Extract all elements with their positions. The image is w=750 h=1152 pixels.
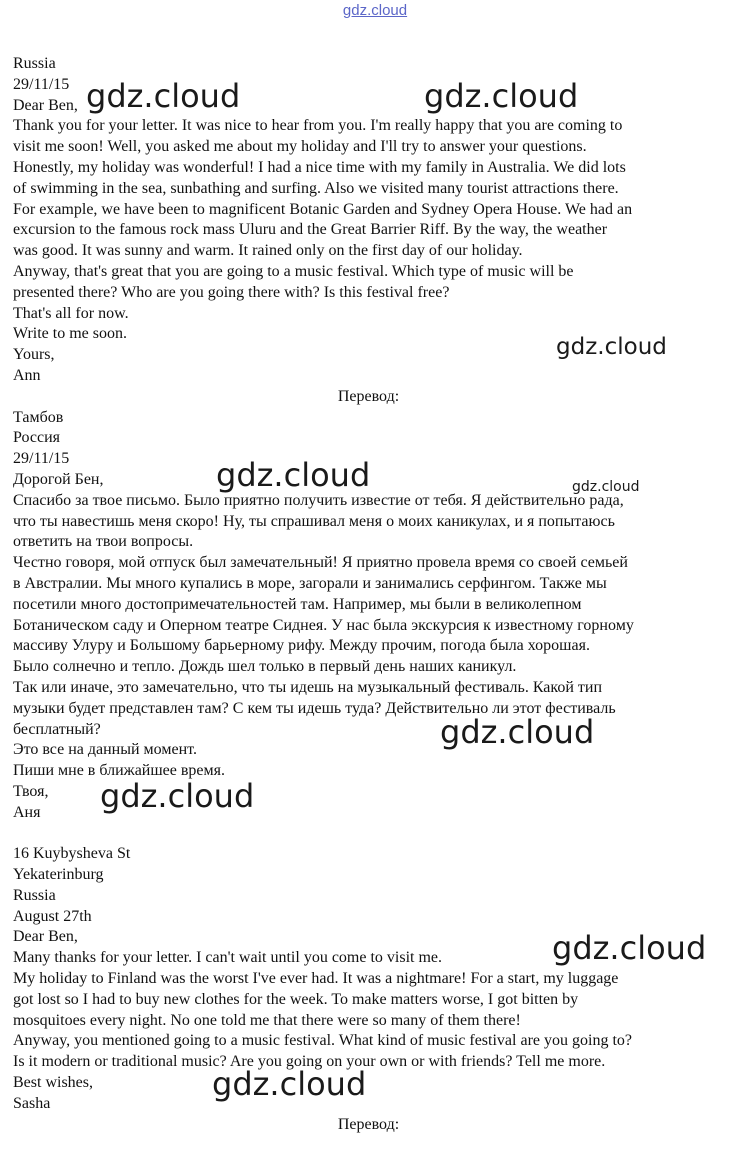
letter2-line: Dear Ben, [13, 928, 78, 946]
letter1-line: Yours, [13, 346, 55, 364]
watermark: gdz.cloud [552, 929, 707, 967]
letter1-ru-line: Это все на данный момент. [13, 741, 197, 759]
watermark: gdz.cloud [212, 1065, 367, 1103]
letter1-ru-line: 29/11/15 [13, 450, 70, 468]
letter1-line: visit me soon! Well, you asked me about my holiday and I'll try to answer your questions. [13, 138, 587, 156]
letter1-ru-line: Россия [13, 429, 61, 447]
letter-russian-translation [13, 408, 738, 824]
letter1-ru-line: посетили много достопримечательностей там. Например, мы были в великолепном [13, 595, 582, 613]
letter1-line: Ann [13, 366, 41, 384]
letter1-line: Russia [13, 55, 56, 72]
letter2-line: 16 Kuybysheva St [13, 845, 131, 863]
letter1-line: That's all for now. [13, 304, 129, 322]
translation-heading: Перевод: [337, 387, 400, 405]
letter1-ru-line: Аня [13, 803, 41, 821]
translation-heading: Перевод: [337, 1115, 400, 1133]
letter2-line: August 27th [13, 907, 92, 925]
letter2-line: Yekaterinburg [13, 866, 104, 884]
letter1-line: was good. It was sunny and warm. It rained only on the first day of our holiday. [13, 242, 523, 260]
letter1-ru-line: Так или иначе, это замечательно, что ты идешь на музыкальный фестиваль. Какой тип [13, 678, 603, 696]
letter-english-sasha [13, 844, 738, 1114]
letter1-ru-line: бесплатный? [13, 720, 101, 738]
watermark: gdz.cloud [556, 334, 667, 360]
letter2-line: Is it modern or traditional music? Are you going on your own or with friends? Tell me more. [13, 1053, 606, 1071]
section-gap [13, 823, 738, 844]
letter1-line: For example, we have been to magnificent Botanic Garden and Sydney Opera House. We had an [13, 200, 633, 218]
letter1-line: 29/11/15 [13, 75, 70, 93]
letter2-line: Anyway, you mentioned going to a music festival. What kind of music festival are you going to? [13, 1032, 632, 1050]
letter1-line: of swimming in the sea, sunbathing and surfing. Also we visited many tourist attractions there. [13, 179, 619, 197]
letter1-line: excursion to the famous rock mass Uluru and the Great Barrier Riff. By the way, the weather [13, 221, 608, 239]
top-watermark-link[interactable]: gdz.cloud [342, 2, 408, 19]
letter1-ru-line: Было солнечно и тепло. Дождь шел только в первый день наших каникул. [13, 658, 517, 676]
letter2-line: Many thanks for your letter. I can't wait until you come to visit me. [13, 949, 443, 967]
letter1-line: Honestly, my holiday was wonderful! I had a nice time with my family in Australia. We did lots [13, 158, 626, 176]
letter1-ru-line: Ботаническом саду и Оперном театре Сиднея. У нас была экскурсия к известному горному [13, 616, 634, 634]
letter1-line: Write to me soon. [13, 325, 127, 343]
letter2-line: Sasha [13, 1094, 51, 1112]
watermark: gdz.cloud [424, 77, 579, 115]
watermark: gdz.cloud [86, 77, 241, 115]
letter1-ru-line: музыки будет представлен там? С кем ты идешь туда? Действительно ли этот фестиваль [13, 699, 616, 717]
watermark: gdz.cloud [572, 479, 640, 495]
letter1-ru-line: массиву Улуру и Большому барьерному рифу. Между прочим, погода была хорошая. [13, 637, 590, 655]
letter1-ru-line: Спасибо за твое письмо. Было приятно получить известие от тебя. Я действительно рада, [13, 491, 624, 509]
letter2-line: My holiday to Finland was the worst I've ever had. It was a nightmare! For a start, my luggage [13, 970, 619, 988]
letter1-ru-line: в Австралии. Мы много купались в море, загорали и занимались серфингом. Также мы [13, 574, 607, 592]
letter1-ru-line: Честно говоря, мой отпуск был замечательный! Я приятно провела время со своей семьей [13, 554, 628, 572]
watermark: gdz.cloud [100, 777, 255, 815]
letter1-ru-line: Дорогой Бен, [13, 470, 104, 488]
letter2-line: Best wishes, [13, 1074, 93, 1092]
letter1-ru-line: Тамбов [13, 408, 64, 426]
letter1-ru-line: что ты навестишь меня скоро! Ну, ты спрашивал меня о моих каникулах, и я попытаюсь [13, 512, 615, 530]
letter1-line: presented there? Who are you going there with? Is this festival free? [13, 283, 450, 301]
letter1-ru-line: Пиши мне в ближайшее время. [13, 762, 226, 780]
letter2-line: Russia [13, 886, 56, 904]
letter1-ru-line: Твоя, [13, 782, 49, 800]
watermark: gdz.cloud [440, 713, 595, 751]
letter1-line: Thank you for your letter. It was nice to hear from you. I'm really happy that you are coming to [13, 117, 623, 135]
letter1-ru-line: ответить на твои вопросы. [13, 533, 194, 551]
letter2-line: mosquitoes every night. No one told me that there were so many of them there! [13, 1011, 521, 1029]
watermark: gdz.cloud [216, 456, 371, 494]
letter2-line: got lost so I had to buy new clothes for the week. To make matters worse, I got bitten by [13, 990, 579, 1008]
document-body [13, 54, 738, 1135]
letter1-line: Dear Ben, [13, 96, 78, 114]
letter1-line: Anyway, that's great that you are going to a music festival. Which type of music will be [13, 262, 574, 280]
